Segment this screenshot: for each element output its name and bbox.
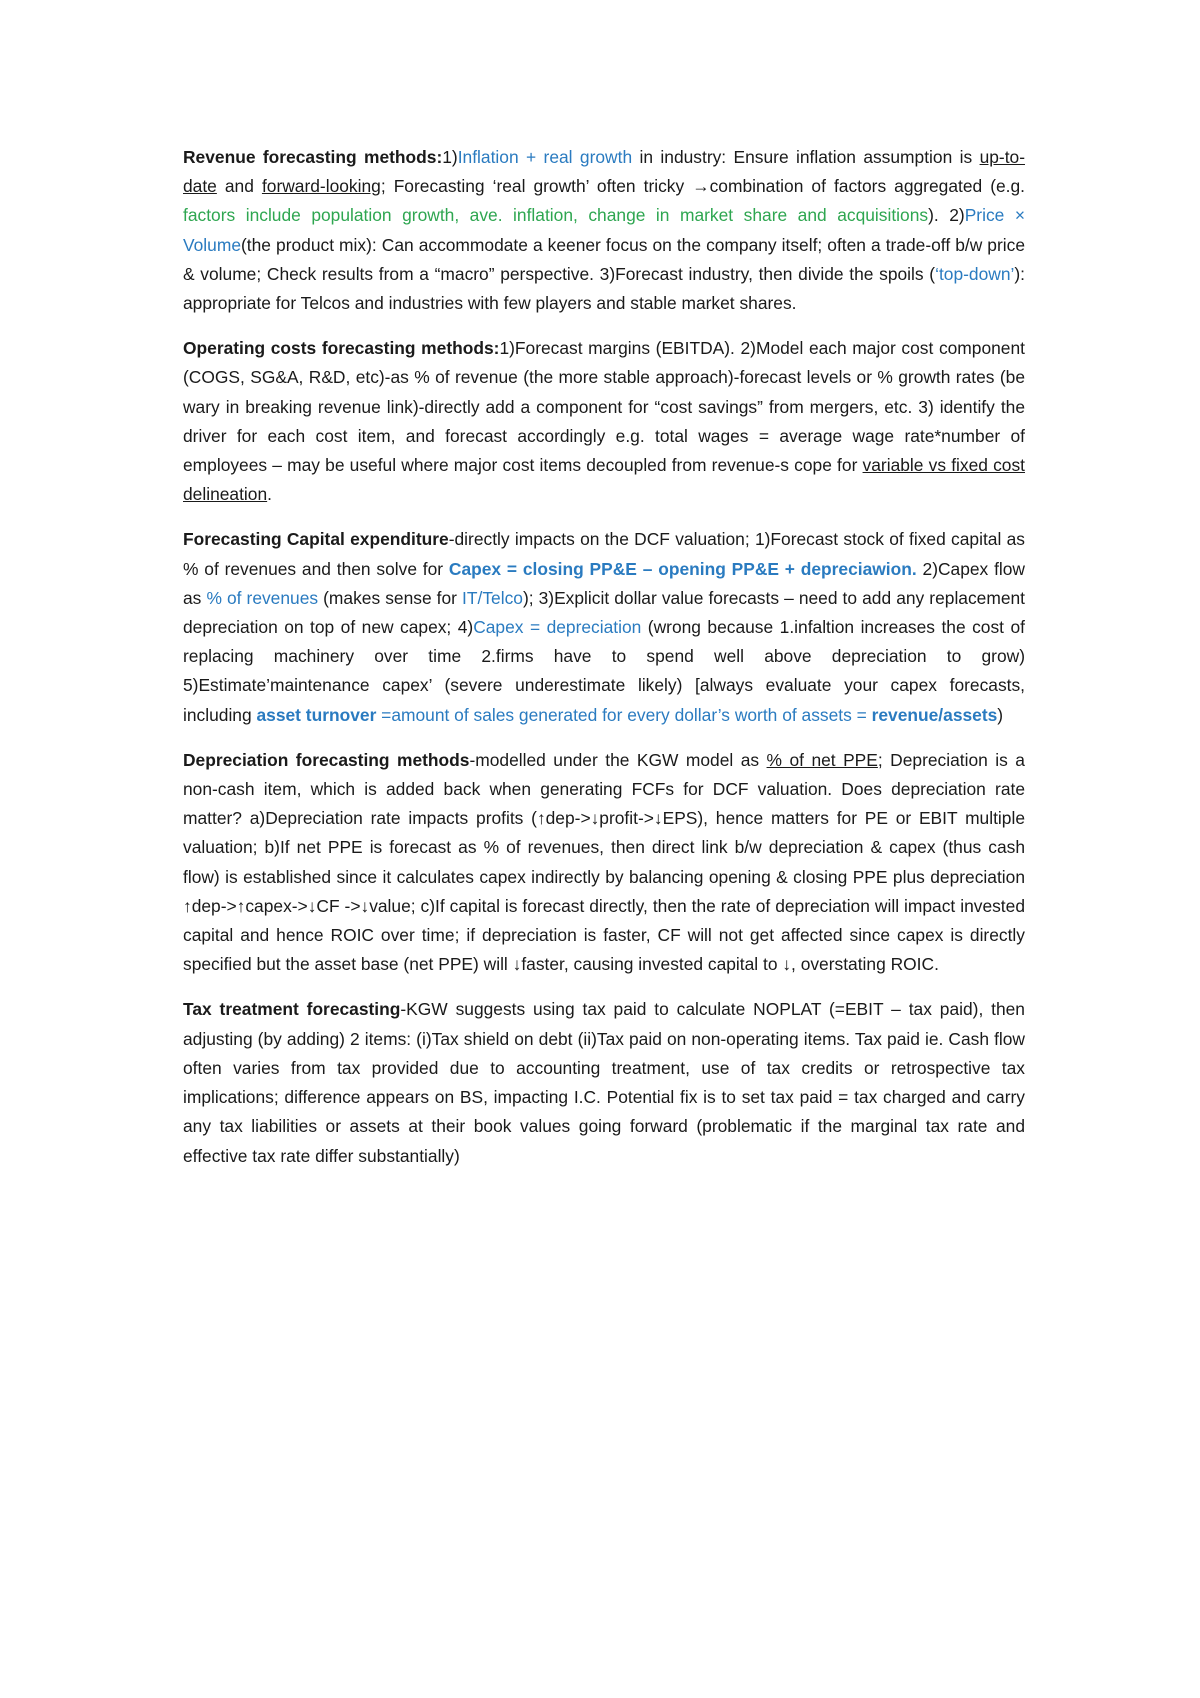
capital-expenditure-paragraph-run: revenue/assets bbox=[871, 704, 998, 725]
operating-costs-paragraph-run: variable vs fixed cost delineation bbox=[183, 455, 1025, 505]
capital-expenditure-paragraph-run: ); 3)Explicit dollar value forecasts – need to add any replacement depreciation on top of new capex; 4) bbox=[183, 587, 1026, 638]
revenue-forecasting-paragraph-run: 1) bbox=[442, 147, 458, 167]
revenue-forecasting-paragraph-run: Price × Volume bbox=[183, 205, 1026, 255]
capital-expenditure-paragraph-run: =amount of sales generated for every dollar’s worth of assets = bbox=[376, 704, 872, 725]
capital-expenditure-paragraph-run: Capex = closing PP&E – opening PP&E + depreciawion. bbox=[448, 558, 917, 579]
depreciation-paragraph-run: % of net PPE bbox=[766, 749, 878, 770]
document-page bbox=[183, 143, 1025, 1187]
operating-costs-paragraph-run: . bbox=[267, 484, 272, 505]
revenue-forecasting-paragraph-run: Inflation + real growth bbox=[457, 147, 633, 167]
revenue-forecasting-paragraph-run: and bbox=[216, 176, 262, 197]
revenue-forecasting-paragraph-run: ). 2) bbox=[928, 205, 965, 226]
revenue-forecasting-paragraph-run: ; Forecasting ‘real growth’ often tricky →combination of factors aggregated (e.g. bbox=[380, 176, 1025, 197]
capital-expenditure-paragraph-run: Capex = depreciation bbox=[473, 617, 642, 638]
capital-expenditure-paragraph-run: ) bbox=[997, 704, 1004, 725]
capital-expenditure-paragraph-run: Forecasting Capital expenditure bbox=[183, 529, 449, 550]
capital-expenditure-paragraph-run: (wrong because 1.infaltion increases the cost of replacing machinery over time 2.firms have to spend well above depreciation to grow) 5)Estimate’maintenance capex’ (severe underestimate likely) [always evaluate your capex forecasts, including bbox=[183, 617, 1025, 725]
capital-expenditure-paragraph-run: -directly impacts on the DCF valuation; 1)Forecast stock of fixed capital as % of revenues and then solve for bbox=[183, 529, 1025, 579]
capital-expenditure-paragraph-run: (makes sense for bbox=[318, 587, 463, 608]
capital-expenditure-paragraph-run: % of revenues bbox=[206, 587, 319, 608]
tax-treatment-paragraph-run: Tax treatment forecasting bbox=[183, 999, 401, 1020]
revenue-forecasting-paragraph-run: up-to-date bbox=[183, 147, 1025, 197]
revenue-forecasting-paragraph-run: in industry: Ensure inflation assumption is bbox=[632, 147, 980, 167]
depreciation-paragraph-run: -modelled under the KGW model as bbox=[469, 749, 767, 770]
revenue-forecasting-paragraph bbox=[183, 143, 1025, 318]
depreciation-paragraph bbox=[183, 746, 1025, 980]
depreciation-paragraph-run: ; Depreciation is a non-cash item, which is added back when generating FCFs for DCF valuation. Does depreciation rate matter? a)Depreciation rate impacts profits (↑dep->↓profit->↓EPS), hence matters for PE or EBIT multiple valuation; b)If net PPE is forecast as % of revenues, then direct link b/w depreciation & capex (thus cash flow) is established since it calculates capex indirectly by balancing opening & closing PPE plus depreciation ↑dep->↑capex->↓CF ->↓value; c)If capital is forecast directly, then the rate of depreciation will impact invested capital and hence ROIC over time; if depreciation is faster, CF will not get affected since capex is directly specified but the asset base (net PPE) will ↓faster, causing invested capital to ↓, overstating ROIC. bbox=[183, 749, 1025, 975]
revenue-forecasting-paragraph-run: ): appropriate for Telcos and industries with few players and stable market shares. bbox=[183, 263, 1025, 314]
operating-costs-paragraph-run: Operating costs forecasting methods: bbox=[183, 338, 500, 359]
operating-costs-paragraph-run: 1)Forecast margins (EBITDA). 2)Model each major cost component (COGS, SG&A, R&D, etc)-as % of revenue (the more stable approach)-forecast levels or % growth rates (be wary in breaking revenue link)-directly add a component for “cost savings” from mergers, etc. 3) identify the driver for each cost item, and forecast accordingly e.g. total wages = average wage rate*number of employees – may be useful where major cost items decoupled from revenue-s cope for bbox=[183, 338, 1025, 476]
revenue-forecasting-paragraph-run: ‘top-down’ bbox=[935, 263, 1015, 284]
tax-treatment-paragraph-run: -KGW suggests using tax paid to calculate NOPLAT (=EBIT – tax paid), then adjusting (by adding) 2 items: (i)Tax shield on debt (ii)Tax paid on non-operating items. Tax paid ie. Cash flow often varies from tax provided due to accounting treatment, use of tax credits or retrospective tax implications; difference appears on BS, impacting I.C. Potential fix is to set tax paid = tax charged and carry any tax liabilities or assets at their book values going forward (problematic if the marginal tax rate and effective tax rate differ substantially) bbox=[183, 999, 1025, 1166]
capital-expenditure-paragraph-run: asset turnover bbox=[256, 704, 377, 725]
depreciation-paragraph-run: Depreciation forecasting methods bbox=[183, 749, 470, 770]
tax-treatment-paragraph bbox=[183, 995, 1025, 1170]
capital-expenditure-paragraph bbox=[183, 525, 1025, 729]
revenue-forecasting-paragraph-run: forward-looking bbox=[261, 176, 381, 197]
revenue-forecasting-paragraph-run: (the product mix): Can accommodate a keener focus on the company itself; often a trade-off b/w price & volume; Check results from a “macro” perspective. 3)Forecast industry, then divide the spoils ( bbox=[183, 234, 1025, 284]
capital-expenditure-paragraph-run: IT/Telco bbox=[462, 587, 523, 608]
revenue-forecasting-paragraph-run: factors include population growth, ave. inflation, change in market share and acquisitions bbox=[183, 205, 929, 226]
capital-expenditure-paragraph-run: 2)Capex flow as bbox=[183, 558, 1025, 608]
operating-costs-paragraph bbox=[183, 334, 1025, 509]
revenue-forecasting-paragraph-run: Revenue forecasting methods: bbox=[183, 147, 443, 167]
